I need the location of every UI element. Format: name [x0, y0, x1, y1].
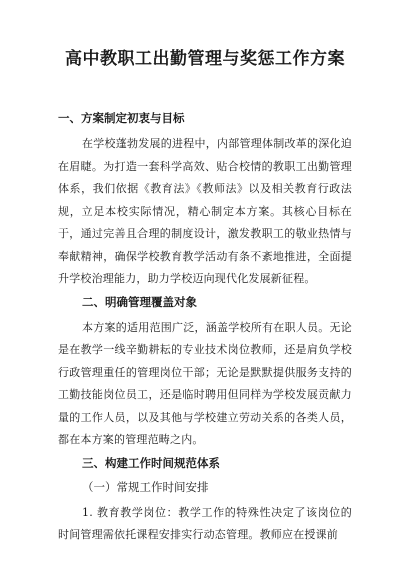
section-heading-1: 一、方案制定初衷与目标: [58, 111, 185, 125]
section-paragraph-3: 1. 教育教学岗位：教学工作的特殊性决定了该岗位的时间管理需依托课程安排实行动态管理。教师应在授课前: [58, 505, 352, 541]
document-title: 高中教职工出勤管理与奖惩工作方案: [65, 49, 345, 69]
section-heading-3: 三、构建工作时间规范体系: [82, 455, 220, 470]
section-paragraph-2: 本方案的适用范围广泛，涵盖学校所有在职人员。无论是在教学一线辛勤耕耘的专业技术岗位教师，还是肩负学校行政管理重任的管理岗位干部；无论是默默提供服务支持的工勤技能岗位员工，还是临时聘用但同样为学校发展贡献力量的工作人员，以及其他与学校建立劳动关系的各类人员，都在本方案的管理范畴之内。: [58, 320, 352, 446]
section-heading-2: 二、明确管理覆盖对象: [82, 294, 197, 309]
section-paragraph-1: 在学校蓬勃发展的进程中，内部管理体制改革的深化迫在眉睫。为打造一套科学高效、贴合校情的教职工出勤管理体系，我们依据《教育法》《教师法》以及相关教育行政法规，立足本校实际情况，精心制定本方案。其核心目标在于，通过完善且合理的制度设计，激发教职工的敬业热情与奉献精神，确保学校教育教学活动有条不紊地推进，全面提升学校治理能力，助力学校迈向现代化发展新征程。: [58, 137, 352, 285]
section-subheading-3-1: （一）常规工作时间安排: [82, 479, 209, 494]
